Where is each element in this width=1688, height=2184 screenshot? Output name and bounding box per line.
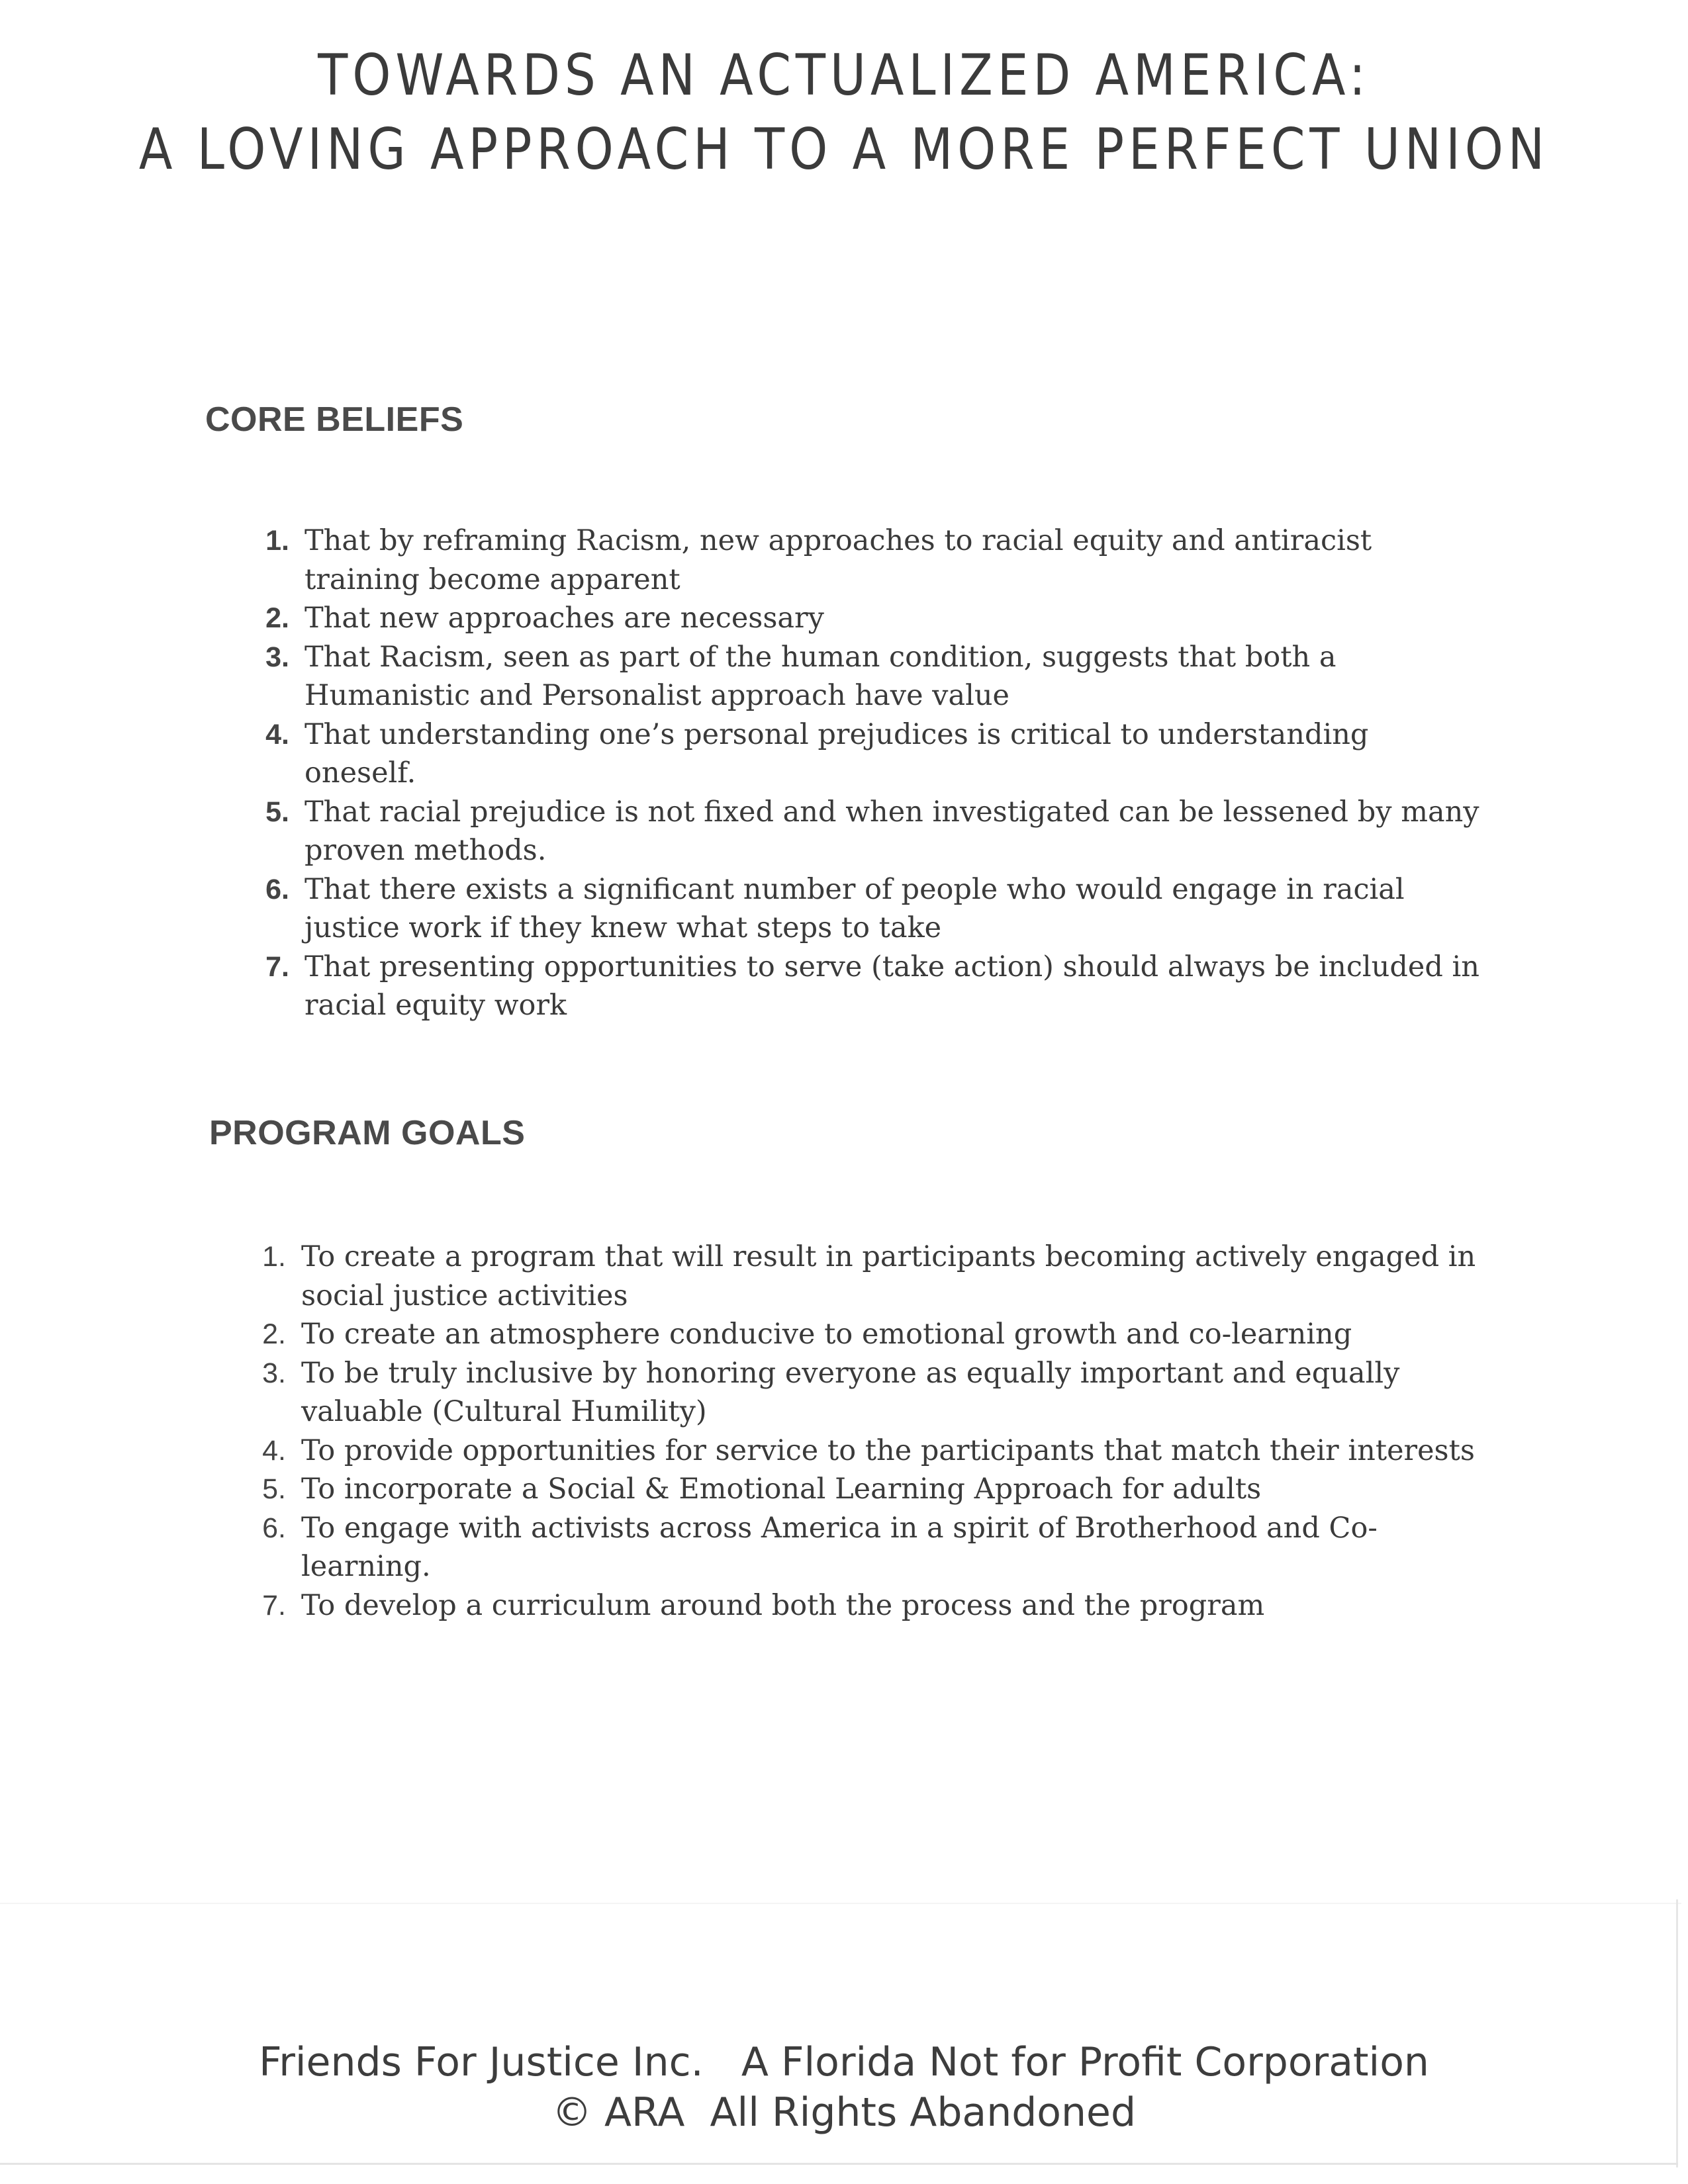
item-number: 4. [265, 718, 289, 751]
item-text: To incorporate a Social & Emotional Learning Approach for adults [301, 1473, 1262, 1506]
scan-divider [0, 1903, 1681, 1904]
item-number: 3. [265, 641, 289, 673]
core-belief-item [248, 638, 1479, 715]
scan-edge-bottom [0, 2163, 1678, 2165]
item-number: 1. [262, 1241, 286, 1273]
item-text: To develop a curriculum around both the process and the program [301, 1588, 1265, 1622]
item-number: 5. [262, 1473, 286, 1505]
program-goals-heading: PROGRAM GOALS [209, 1114, 526, 1152]
item-text: That new approaches are necessary [305, 602, 824, 635]
item-text: That Racism, seen as part of the human condition, suggests that both a Humanistic and Personalist approach have value [305, 640, 1336, 712]
program-goal-item [245, 1315, 1483, 1354]
core-belief-item [248, 599, 1479, 638]
program-goal-item [245, 1238, 1483, 1315]
footer [0, 2037, 1688, 2138]
item-text: That racial prejudice is not fixed and when investigated can be lessened by many proven methods. [305, 795, 1479, 867]
core-beliefs-heading: CORE BELIEFS [205, 400, 464, 439]
core-belief-item [248, 870, 1479, 948]
program-goal-item [245, 1432, 1483, 1471]
item-text: That by reframing Racism, new approaches to racial equity and antiracist training become apparent [305, 524, 1372, 596]
item-text: That presenting opportunities to serve (take action) should always be included in racial equity work [305, 950, 1479, 1022]
core-belief-item [248, 793, 1479, 870]
item-number: 6. [265, 873, 289, 905]
item-number: 6. [262, 1512, 286, 1544]
item-text: That understanding one’s personal prejudices is critical to understanding oneself. [305, 717, 1369, 790]
item-number: 1. [265, 525, 289, 557]
core-belief-item [248, 948, 1479, 1025]
footer-copyright: © ARA All Rights Abandoned [551, 2089, 1137, 2136]
item-text: To engage with activists across America in a spirit of Brotherhood and Co-learning. [301, 1511, 1378, 1583]
item-text: To create an atmosphere conducive to emotional growth and co-learning [301, 1318, 1352, 1351]
program-goals-list [245, 1238, 1483, 1625]
core-beliefs-list [248, 522, 1479, 1025]
item-number: 5. [265, 796, 289, 828]
title-line-1: TOWARDS AN ACTUALIZED AMERICA: [318, 42, 1370, 109]
item-number: 2. [265, 602, 289, 634]
item-number: 3. [262, 1357, 286, 1389]
item-text: That there exists a significant number of people who would engage in racial justice work if they knew what steps to take [305, 872, 1405, 944]
item-text: To be truly inclusive by honoring everyone as equally important and equally valuable (Cultural Humility) [301, 1356, 1400, 1428]
program-goal-item [245, 1354, 1483, 1432]
item-number: 7. [265, 950, 289, 983]
program-goal-item [245, 1470, 1483, 1509]
item-number: 2. [262, 1318, 286, 1350]
item-number: 7. [262, 1589, 286, 1621]
footer-organization: Friends For Justice Inc. A Florida Not for Profit Corporation [259, 2039, 1429, 2085]
core-belief-item [248, 715, 1479, 793]
title-line-2: A LOVING APPROACH TO A MORE PERFECT UNION [138, 116, 1550, 183]
item-number: 4. [262, 1434, 286, 1467]
program-goal-item [245, 1509, 1483, 1586]
program-goal-item [245, 1586, 1483, 1625]
item-text: To create a program that will result in participants becoming actively engaged in social justice activities [301, 1240, 1476, 1312]
item-text: To provide opportunities for service to the participants that match their interests [301, 1433, 1475, 1467]
document-title [0, 38, 1688, 187]
core-belief-item [248, 522, 1479, 599]
